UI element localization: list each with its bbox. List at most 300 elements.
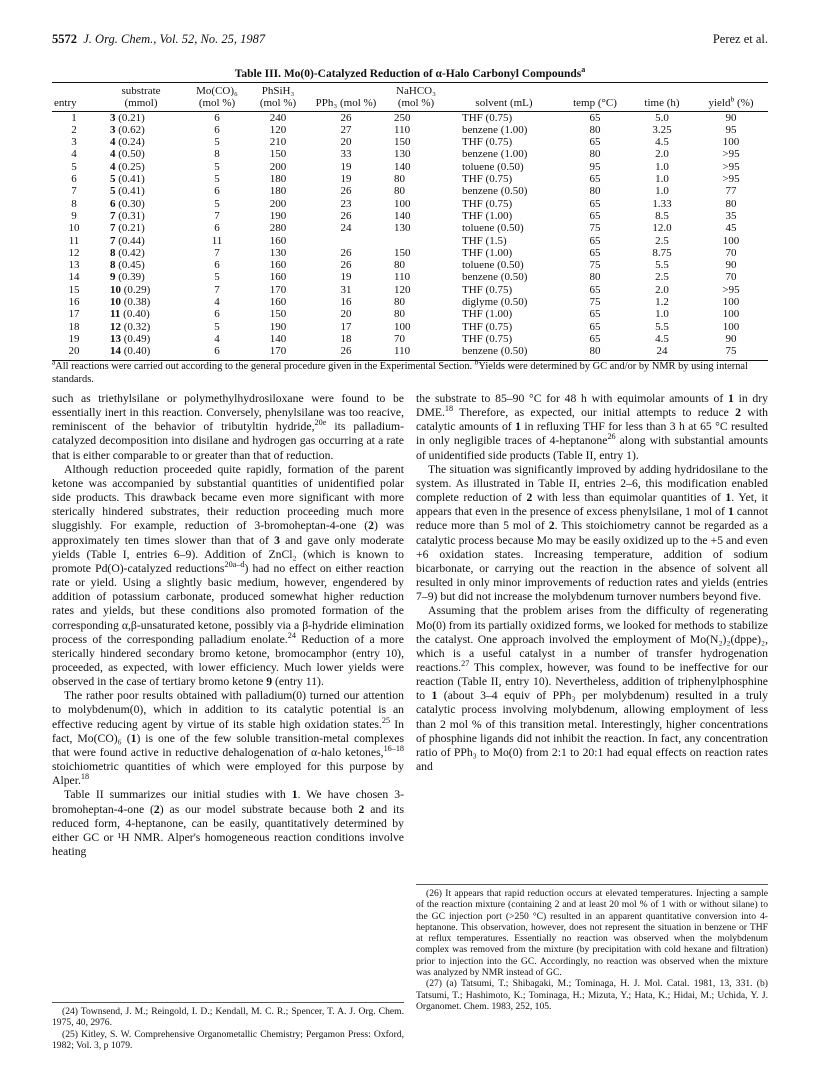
cell-yield: 100 bbox=[722, 136, 740, 149]
cell-nahco3 bbox=[384, 235, 448, 247]
cell-entry: 12 bbox=[68, 246, 80, 259]
cell-time: 2.0 bbox=[655, 148, 669, 161]
reference-24: (24) Townsend, J. M.; Reingold, I. D.; Kendall, M. C. R.; Spencer, T. A. J. Org. Chem. 1975, 40, 2976. bbox=[52, 1006, 404, 1029]
footnote-mark: b bbox=[730, 94, 735, 104]
cell-time: 24 bbox=[630, 345, 694, 360]
cell-time: 4.5 bbox=[655, 136, 669, 149]
cell-pph3: 26 bbox=[340, 259, 352, 272]
substrate-amount: (0.49) bbox=[121, 332, 151, 345]
cell-temp: 65 bbox=[589, 209, 601, 222]
table-row bbox=[52, 124, 768, 136]
cell-time: 12.0 bbox=[652, 222, 672, 235]
cell-substrate bbox=[96, 284, 186, 296]
cell-phsih3: 190 bbox=[269, 209, 287, 222]
table-title bbox=[52, 65, 768, 80]
substrate-amount: (0.21) bbox=[115, 222, 145, 235]
cell-yield: 90 bbox=[725, 259, 737, 272]
reference-26: (26) It appears that rapid reduction occurs at elevated temperatures. Injecting a sample of the reaction mixture (containing 2 and at least 20 mol % of 1 with or without silane) to the GC injection port (>250 °C) resulted in an apparent quantitative conversion into 4-heptanone. This observation, however, does not represent the situation in benzene or THF at reflux temperatures. Essentially no reaction was observed when the molybdenum complex was removed from the mixture (by precipitation with cold hexane and filtration) prior to injection into the GC. Accordingly, no reaction was observed when the mixture was analyzed by NMR instead of GC. bbox=[416, 888, 768, 979]
substrate-amount: (0.21) bbox=[115, 111, 145, 124]
cell-mo-co6: 7 bbox=[214, 209, 220, 222]
cell-time: 5.5 bbox=[655, 259, 669, 272]
cell-nahco3: 80 bbox=[394, 308, 405, 321]
compound-number: 2 bbox=[548, 519, 555, 533]
cell-mo-co6: 7 bbox=[214, 246, 220, 259]
substrate-number: 10 bbox=[110, 283, 121, 296]
cell-temp: 80 bbox=[589, 185, 601, 198]
text-run: In fact, Mo(CO)₆ ( bbox=[52, 717, 404, 745]
table-row bbox=[52, 308, 768, 320]
cell-substrate bbox=[96, 259, 186, 271]
citation-mark: 18 bbox=[80, 772, 90, 782]
text-run: and gave only moderate yields (Table I, entries 6–9). Addition of ZnCl₂ (which is known to promote Pd(O)-catalyzed reductions bbox=[52, 533, 404, 575]
table-row bbox=[52, 148, 768, 160]
cell-temp: 65 bbox=[589, 246, 601, 259]
cell-time: 1.33 bbox=[652, 197, 672, 210]
cell-temp: 80 bbox=[589, 148, 601, 161]
cell-substrate bbox=[96, 185, 186, 197]
cell-entry: 2 bbox=[71, 123, 77, 136]
cell-mo-co6: 6 bbox=[214, 123, 220, 136]
cell-phsih3: 160 bbox=[269, 271, 287, 284]
column-header-line2: (mol %) bbox=[384, 97, 448, 111]
journal-name: J. Org. Chem., bbox=[83, 32, 157, 46]
cell-nahco3: 110 bbox=[394, 271, 411, 284]
column-header-line2: (mol %) bbox=[248, 97, 308, 111]
table-row bbox=[52, 333, 768, 345]
cell-nahco3: 100 bbox=[394, 197, 411, 210]
compound-number: 1 bbox=[515, 420, 521, 434]
cell-time: 1.0 bbox=[655, 308, 669, 321]
cell-phsih3: 280 bbox=[269, 222, 287, 235]
reference-25: (25) Kitley, S. W. Comprehensive Organometallic Chemistry; Pergamon Press: Oxford, 1982; Vol. 3, p 1079. bbox=[52, 1028, 404, 1051]
paragraph bbox=[52, 463, 404, 690]
cell-phsih3: 130 bbox=[269, 246, 287, 259]
substrate-number: 11 bbox=[110, 308, 121, 321]
cell-pph3: 31 bbox=[340, 283, 352, 296]
cell-mo-co6: 6 bbox=[214, 185, 220, 198]
table-header-row-1 bbox=[52, 83, 768, 98]
cell-substrate bbox=[96, 345, 186, 360]
substrate-amount: (0.62) bbox=[115, 123, 145, 136]
cell-yield: >95 bbox=[722, 173, 740, 186]
cell-temp: 75 bbox=[589, 222, 601, 235]
cell-temp: 75 bbox=[589, 296, 601, 309]
compound-number: 2 bbox=[358, 802, 365, 816]
cell-phsih3: 210 bbox=[269, 136, 287, 149]
substrate-number: 3 bbox=[110, 111, 116, 124]
table-row bbox=[52, 111, 768, 124]
compound-number: 3 bbox=[274, 533, 280, 547]
cell-mo-co6: 6 bbox=[214, 111, 220, 124]
cell-nahco3: 80 bbox=[394, 296, 405, 309]
cell-entry: 15 bbox=[68, 283, 80, 296]
cell-nahco3: 110 bbox=[384, 345, 448, 360]
cell-phsih3: 180 bbox=[269, 185, 287, 198]
cell-substrate bbox=[96, 235, 186, 247]
substrate-number: 14 bbox=[110, 345, 121, 358]
cell-phsih3: 140 bbox=[269, 332, 287, 345]
cell-phsih3: 200 bbox=[269, 160, 287, 173]
cell-time: 2.5 bbox=[655, 234, 669, 247]
substrate-amount: (0.45) bbox=[115, 259, 145, 272]
cell-mo-co6: 5 bbox=[214, 160, 220, 173]
cell-nahco3: 130 bbox=[394, 148, 411, 161]
table-row bbox=[52, 173, 768, 185]
cell-entry: 8 bbox=[71, 197, 77, 210]
table-row bbox=[52, 161, 768, 173]
column-header-line2: PPh₃ (mol %) bbox=[308, 97, 384, 111]
cell-temp: 65 bbox=[589, 234, 601, 247]
text-run: its palladium-catalyzed decomposition into disilane and hydrogen gas occurring at a rate that is either comparable to or greater than that of reduction. bbox=[52, 420, 404, 462]
cell-time: 1.0 bbox=[655, 185, 669, 198]
header-authors: Perez et al. bbox=[712, 32, 768, 46]
table-row bbox=[52, 259, 768, 271]
cell-pph3: 27 bbox=[340, 123, 352, 136]
table-row bbox=[52, 271, 768, 283]
column-header-line2: temp (°C) bbox=[560, 97, 630, 111]
compound-number: 9 bbox=[266, 675, 273, 689]
cell-time: 2.0 bbox=[655, 283, 669, 296]
cell-time: 5.5 bbox=[655, 320, 669, 333]
substrate-amount: (0.30) bbox=[115, 197, 145, 210]
cell-temp: 65 bbox=[589, 283, 601, 296]
cell-nahco3: 80 bbox=[394, 173, 405, 186]
text-run: ) was approximately ten times slower than that of bbox=[52, 519, 404, 547]
header-citation bbox=[52, 32, 265, 47]
text-run: Although reduction proceeded quite rapidly, formation of the parent ketone was accompanied by substantial quantities of unidentified polar side products. This drawback became even more significant with more sterically hindered substrates, their reduction proceeding much more sluggishly. For example, reduction of 3-bromoheptan-4-one ( bbox=[52, 462, 404, 533]
text-run: the substrate to 85–90 °C for 48 h with equimolar amounts of bbox=[416, 392, 729, 405]
cell-phsih3: 160 bbox=[269, 234, 287, 247]
table-title-text: Table III. Mo(0)-Catalyzed Reduction of α-Halo Carbonyl Compounds bbox=[234, 68, 582, 80]
citation-mark: 16–18 bbox=[383, 744, 404, 754]
paragraph bbox=[416, 463, 768, 605]
cell-mo-co6: 11 bbox=[211, 234, 223, 247]
column-header-line1 bbox=[560, 83, 630, 98]
cell-temp: 80 bbox=[589, 271, 601, 284]
table-row bbox=[52, 198, 768, 210]
compound-number: 2 bbox=[153, 802, 160, 816]
reference-27: (27) (a) Tatsumi, T.; Shibagaki, M.; Tominaga, H. J. Mol. Catal. 1981, 13, 331. (b) Tatsumi, T.; Hashimoto, K.; Tominaga, H.; Mizuta, Y.; Hata, K.; Hidai, M.; Uchida, Y. J. Organomet. Chem. 1983, 252, 105. bbox=[416, 978, 768, 1012]
table-row bbox=[52, 210, 768, 222]
compound-number: 2 bbox=[735, 406, 741, 420]
text-run: . Yet, it appears that even in the presence of excess phenylsilane, 1 mol of bbox=[416, 491, 769, 519]
table-row bbox=[52, 247, 768, 259]
cell-solvent: toluene (0.50) bbox=[462, 160, 524, 173]
footnote-b-mark: b bbox=[474, 358, 479, 367]
substrate-number: 4 bbox=[110, 148, 116, 161]
table-title-footnote-mark: a bbox=[581, 65, 586, 75]
cell-nahco3: 110 bbox=[394, 123, 411, 136]
citation-mark: 20a–d bbox=[224, 559, 245, 569]
cell-mo-co6: 6 bbox=[186, 345, 248, 360]
compound-number: 2 bbox=[526, 491, 533, 505]
cell-phsih3: 240 bbox=[269, 111, 287, 124]
text-run: ) as our model substrate because both bbox=[159, 802, 359, 816]
cell-pph3: 23 bbox=[340, 197, 352, 210]
cell-pph3: 20 bbox=[340, 136, 352, 149]
substrate-number: 13 bbox=[110, 332, 121, 345]
cell-pph3: 17 bbox=[340, 320, 352, 333]
cell-entry: 7 bbox=[71, 185, 77, 198]
substrate-number: 3 bbox=[110, 123, 116, 136]
paragraph bbox=[52, 788, 404, 859]
table-row bbox=[52, 235, 768, 247]
text-run: and its reduced form, 4-heptanone, can be easily, quantitatively determined by either GC or ¹H NMR. Alper's homogeneous reaction conditions involve heating bbox=[52, 802, 404, 858]
cell-pph3: 26 bbox=[308, 345, 384, 360]
text-run: such as triethylsilane or polymethylhydrosiloxane were found to be essentially inert in this reaction. Conversely, phenylsilane was too reacive, reminiscent of the behavior of tributyltin hydride, bbox=[52, 392, 404, 434]
cell-temp: 80 bbox=[560, 345, 630, 360]
cell-temp: 65 bbox=[589, 308, 601, 321]
cell-yield: 100 bbox=[722, 234, 740, 247]
cell-solvent: toluene (0.50) bbox=[462, 259, 524, 272]
cell-temp: 75 bbox=[589, 259, 601, 272]
table-row bbox=[52, 222, 768, 234]
cell-temp: 95 bbox=[589, 160, 601, 173]
cell-nahco3: 80 bbox=[394, 185, 405, 198]
cell-solvent: THF (0.75) bbox=[462, 136, 513, 149]
text-run: The situation was significantly improved by adding hydridosilane to the system. As illustrated in Table II, entries 2–6, this modification enabled complete reduction of bbox=[416, 462, 768, 505]
cell-yield: 75 bbox=[694, 345, 768, 360]
table-row bbox=[52, 321, 768, 333]
text-run: stoichiometric quantities of which were employed for this purpose by Alper. bbox=[52, 760, 404, 788]
cell-substrate bbox=[96, 222, 186, 234]
cell-entry: 18 bbox=[68, 320, 80, 333]
cell-nahco3: 80 bbox=[394, 259, 405, 272]
paragraph bbox=[52, 689, 404, 788]
cell-phsih3: 150 bbox=[269, 148, 287, 161]
cell-entry: 17 bbox=[68, 308, 80, 321]
text-run: . This stoichiometry cannot be regarded as a catalytic process because Mo may be easily oxidized up to the +5 and even +6 oxidation states. Increasing temperature, addition of sodium bicarbonate, or carrying out the reaction in the absence of solvent all resulted in only minor improvements of reduction rates and yields (entries 7–9) but did not increase the molybdenum turnover numbers beyond five. bbox=[416, 519, 768, 604]
citation-mark: 26 bbox=[607, 432, 616, 442]
cell-mo-co6: 5 bbox=[214, 320, 220, 333]
cell-substrate bbox=[96, 148, 186, 160]
cell-substrate bbox=[96, 321, 186, 333]
cell-phsih3: 170 bbox=[269, 283, 287, 296]
cell-yield: 100 bbox=[722, 308, 740, 321]
cell-yield: >95 bbox=[722, 283, 740, 296]
cell-substrate bbox=[96, 247, 186, 259]
cell-mo-co6: 5 bbox=[214, 173, 220, 186]
cell-pph3: 18 bbox=[340, 332, 352, 345]
cell-solvent: THF (0.75) bbox=[462, 332, 513, 345]
cell-phsih3: 200 bbox=[269, 197, 287, 210]
cell-time: 2.5 bbox=[655, 271, 669, 284]
text-run: Therefore, as expected, our initial attempts to reduce bbox=[453, 406, 736, 420]
text-run: This complex, however, was found to be ineffective for our reaction (Table II, entry 10). Nevertheless, addition of triphenylphosphine to bbox=[416, 660, 768, 703]
cell-mo-co6: 6 bbox=[214, 222, 220, 235]
column-header-line1 bbox=[308, 83, 384, 98]
table-row bbox=[52, 284, 768, 296]
references-right bbox=[416, 884, 768, 1012]
substrate-amount: (0.32) bbox=[121, 320, 151, 333]
substrate-number: 5 bbox=[110, 173, 116, 186]
cell-temp: 65 bbox=[589, 173, 601, 186]
substrate-amount: (0.25) bbox=[115, 160, 145, 173]
cell-phsih3: 160 bbox=[269, 259, 287, 272]
substrate-amount: (0.29) bbox=[121, 283, 151, 296]
cell-entry: 1 bbox=[71, 111, 77, 124]
cell-entry: 19 bbox=[68, 332, 80, 345]
cell-temp: 65 bbox=[589, 136, 601, 149]
cell-yield: 90 bbox=[725, 332, 737, 345]
cell-pph3: 26 bbox=[340, 246, 352, 259]
cell-phsih3: 190 bbox=[269, 320, 287, 333]
cell-solvent: THF (1.00) bbox=[462, 246, 513, 259]
cell-yield: 90 bbox=[725, 111, 737, 124]
compound-number: 1 bbox=[130, 731, 137, 745]
cell-substrate bbox=[96, 173, 186, 185]
cell-time: 1.0 bbox=[655, 173, 669, 186]
substrate-amount: (0.38) bbox=[121, 296, 151, 309]
substrate-number: 7 bbox=[110, 209, 116, 222]
paragraph bbox=[416, 392, 768, 463]
cell-substrate bbox=[96, 111, 186, 124]
cell-yield: 77 bbox=[725, 185, 737, 198]
cell-solvent: THF (1.5) bbox=[462, 234, 507, 247]
column-header-line2: entry bbox=[52, 97, 96, 111]
text-run: cannot reduce more than 5 mol of bbox=[416, 505, 768, 533]
text-run: (about 3–4 equiv of PPh₃ per molybdenum) resulted in a truly catalytic process involving molybdenum, allowing employment of less than 2 mol % of this transition metal. Interestingly, higher concentrations of phosphine ligands did not inhibit the reaction. In fact, any concentration ratio of PPh₃ to Mo(0) from 2:1 to 20:1 had equal effects on reaction rates and bbox=[416, 689, 768, 774]
cell-entry: 3 bbox=[71, 136, 77, 149]
compound-number: 2 bbox=[368, 519, 374, 533]
cell-yield: >95 bbox=[722, 160, 740, 173]
table-row bbox=[52, 136, 768, 148]
text-run: . We have chosen 3-bromoheptan-4-one ( bbox=[52, 788, 404, 816]
substrate-amount: (0.41) bbox=[115, 173, 145, 186]
substrate-amount: (0.41) bbox=[115, 185, 145, 198]
substrate-amount: (0.40) bbox=[121, 345, 151, 358]
cell-mo-co6: 6 bbox=[214, 259, 220, 272]
column-header-line1: Mo(CO)₆ bbox=[186, 83, 248, 98]
table-row bbox=[52, 345, 768, 360]
citation-mark: 25 bbox=[381, 715, 391, 725]
table-row bbox=[52, 185, 768, 197]
column-header-line1: substrate bbox=[96, 83, 186, 98]
text-run: in dry DME. bbox=[416, 392, 769, 420]
cell-temp: 80 bbox=[589, 123, 601, 136]
paragraph bbox=[416, 604, 768, 774]
text-run: Assuming that the problem arises from the difficulty of regenerating Mo(0) from its partially oxidized forms, we looked for methods to stabilize the catalyst. One approach involved the employment of Mo(N₂)₂(dppe)₂, which is a useful catalyst in a number of transfer hydrogenation reactions. bbox=[416, 604, 768, 674]
cell-yield: 100 bbox=[722, 320, 740, 333]
cell-pph3: 33 bbox=[340, 148, 352, 161]
cell-yield: 100 bbox=[722, 296, 740, 309]
cell-mo-co6: 7 bbox=[214, 283, 220, 296]
column-header-line2: yield$^b$ (%) bbox=[694, 97, 768, 111]
substrate-number: 8 bbox=[110, 259, 116, 272]
citation-mark: 27 bbox=[461, 659, 470, 669]
cell-solvent: THF (0.75) bbox=[462, 320, 513, 333]
cell-yield: >95 bbox=[722, 148, 740, 161]
cell-entry: 20 bbox=[52, 345, 96, 360]
cell-pph3: 20 bbox=[340, 308, 352, 321]
cell-solvent: benzene (1.00) bbox=[462, 123, 528, 136]
substrate-number: 6 bbox=[110, 197, 116, 210]
cell-yield: 95 bbox=[725, 123, 737, 136]
cell-entry: 16 bbox=[68, 296, 80, 309]
substrate-number: 7 bbox=[110, 222, 116, 235]
cell-temp: 65 bbox=[589, 197, 601, 210]
cell-solvent: THF (0.75) bbox=[462, 173, 513, 186]
substrate-number: 12 bbox=[110, 320, 121, 333]
column-header-line2: (mol %) bbox=[186, 97, 248, 111]
column-header-line1: NaHCO₃ bbox=[384, 83, 448, 98]
cell-phsih3: 120 bbox=[269, 123, 287, 136]
cell-mo-co6: 8 bbox=[214, 148, 220, 161]
cell-temp: 65 bbox=[589, 111, 601, 124]
cell-yield: 45 bbox=[725, 222, 737, 235]
cell-pph3: 26 bbox=[340, 185, 352, 198]
cell-nahco3: 250 bbox=[394, 111, 411, 124]
cell-substrate bbox=[96, 210, 186, 222]
cell-nahco3: 70 bbox=[394, 332, 405, 345]
cell-time: 4.5 bbox=[655, 332, 669, 345]
cell-temp: 65 bbox=[589, 320, 601, 333]
cell-pph3: 26 bbox=[340, 209, 352, 222]
substrate-number: 7 bbox=[110, 234, 116, 247]
cell-solvent: THF (1.00) bbox=[462, 308, 513, 321]
text-run: along with substantial amounts of unidentified side products (Table II, entry 1). bbox=[416, 434, 769, 462]
substrate-amount: (0.24) bbox=[115, 136, 145, 149]
cell-phsih3: 160 bbox=[269, 296, 287, 309]
cell-entry: 6 bbox=[71, 173, 77, 186]
substrate-amount: (0.40) bbox=[120, 308, 150, 321]
cell-pph3: 16 bbox=[340, 296, 352, 309]
cell-phsih3: 180 bbox=[269, 173, 287, 186]
cell-nahco3: 130 bbox=[394, 222, 411, 235]
cell-substrate bbox=[96, 124, 186, 136]
body-column-right bbox=[416, 392, 768, 774]
citation-mark: 20e bbox=[314, 418, 327, 428]
compound-number: 1 bbox=[725, 491, 732, 505]
text-run: (entry 11). bbox=[272, 675, 324, 689]
text-run: Reduction of a more sterically hindered secondary bromo ketone, bromocamphor (entry 10), proceeded, as expected, with lower efficiency. Much lower yields were observed in the case of tertiary bromo ketone bbox=[52, 632, 404, 689]
cell-mo-co6: 6 bbox=[214, 308, 220, 321]
cell-yield: 70 bbox=[725, 246, 737, 259]
cell-nahco3: 150 bbox=[394, 136, 411, 149]
citation-mark: 24 bbox=[287, 630, 296, 640]
cell-solvent: toluene (0.50) bbox=[462, 222, 524, 235]
table-body bbox=[52, 111, 768, 360]
column-header-line1: PhSiH₃ bbox=[248, 83, 308, 98]
cell-nahco3: 140 bbox=[394, 209, 411, 222]
substrate-amount: (0.39) bbox=[115, 271, 145, 284]
text-run: ) had no effect on either reaction rate or yield. Using a slightly basic medium, however, engendered by addition of potassium carbonate, produced somewhat higher reduction rates and yields, but these conditions also promoted formation of the corresponding α,β-unsaturated ketone, possibly via a β-hydride elimination process of the corresponding palladium enolate. bbox=[52, 561, 405, 646]
cell-pph3 bbox=[308, 235, 384, 247]
cell-substrate bbox=[96, 136, 186, 148]
cell-nahco3: 120 bbox=[394, 283, 411, 296]
cell-pph3: 19 bbox=[340, 160, 352, 173]
cell-mo-co6: 5 bbox=[214, 271, 220, 284]
substrate-number: 9 bbox=[110, 271, 116, 284]
references-left bbox=[52, 1002, 404, 1051]
compound-number: 1 bbox=[431, 689, 438, 703]
cell-yield: 70 bbox=[725, 271, 737, 284]
text-run: with catalytic amounts of bbox=[416, 406, 768, 434]
cell-solvent: THF (0.75) bbox=[462, 197, 513, 210]
running-header bbox=[52, 32, 768, 50]
cell-solvent: benzene (0.50) bbox=[462, 185, 528, 198]
cell-entry: 11 bbox=[68, 234, 80, 247]
text-run: Table II summarizes our initial studies with bbox=[64, 788, 292, 802]
cell-entry: 10 bbox=[68, 222, 80, 235]
cell-mo-co6: 5 bbox=[214, 197, 220, 210]
footnote-a: All reactions were carried out according to the general procedure given in the Experimental Section. bbox=[55, 361, 473, 372]
column-header-line1 bbox=[52, 83, 96, 98]
results-table bbox=[52, 82, 768, 361]
compound-number: 1 bbox=[291, 788, 298, 802]
cell-solvent: diglyme (0.50) bbox=[462, 296, 528, 309]
cell-pph3: 24 bbox=[340, 222, 352, 235]
